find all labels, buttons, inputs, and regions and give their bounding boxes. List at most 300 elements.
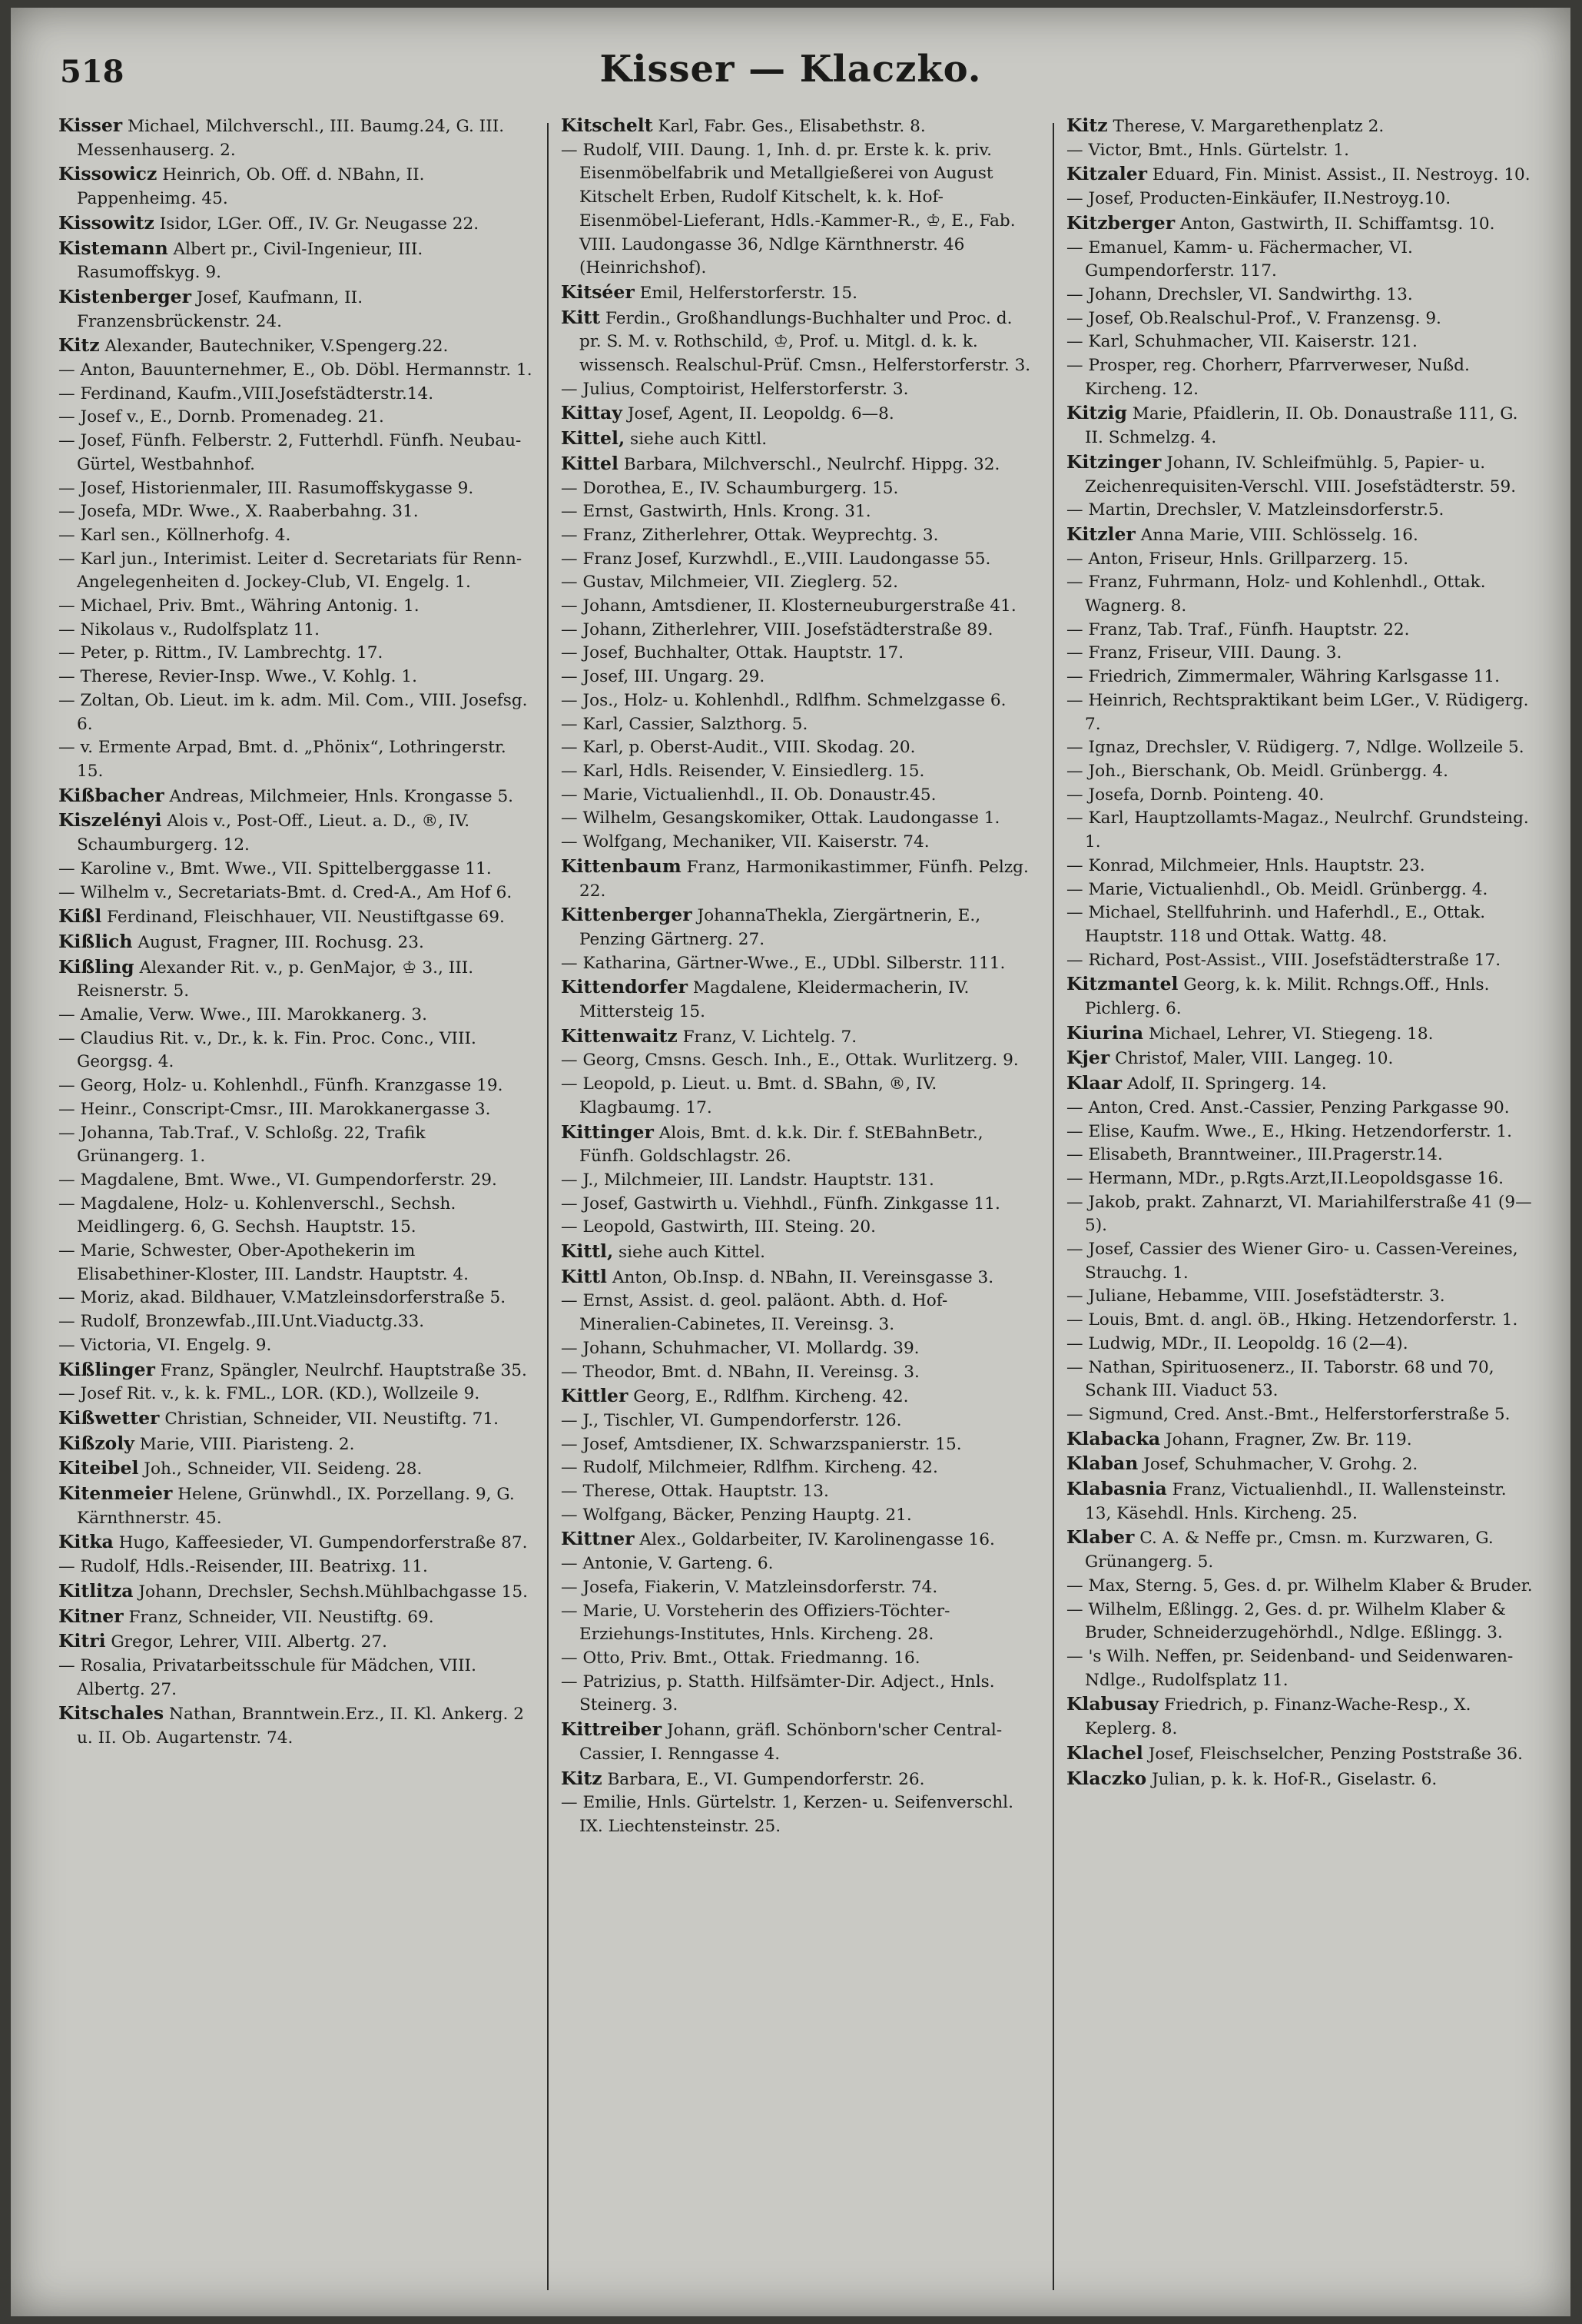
entry-text: — Karl, Hauptzollamts-Magaz., Neulrchf. Grundsteing. 1. — [1066, 808, 1529, 852]
directory-entry — [58, 1406, 533, 1432]
directory-entry — [561, 855, 1039, 903]
entry-text: — Josef, Fünfh. Felberstr. 2, Futterhdl. Fünfh. Neubau-Gürtel, Westbahnhof. — [58, 431, 522, 474]
directory-entry — [58, 1310, 533, 1334]
directory-entry — [561, 401, 1039, 427]
directory-column-3 — [1066, 114, 1537, 2296]
directory-entry — [58, 930, 533, 955]
directory-entry — [561, 760, 1039, 784]
entry-text: Albert pr., Civil-Ingenieur, III. Rasumoffskyg. 9. — [77, 239, 423, 283]
directory-entry — [1066, 499, 1537, 523]
directory-entry — [1066, 666, 1537, 689]
entry-surname: Kißl — [58, 905, 102, 928]
entry-text: Hugo, Kaffeesieder, VI. Gumpendorferstraße 87. — [118, 1533, 528, 1553]
directory-entry — [1066, 354, 1537, 401]
entry-text: Friedrich, p. Finanz-Wache-Resp., X. Keplerg. 8. — [1085, 1695, 1471, 1739]
entry-text: Barbara, Milchverschl., Neulrchf. Hippg. 32. — [623, 454, 1000, 474]
directory-entry — [1066, 784, 1537, 808]
directory-entry — [1066, 619, 1537, 642]
directory-entry — [58, 500, 533, 524]
entry-text: Georg, E., Rdlfhm. Kircheng. 42. — [633, 1387, 909, 1407]
directory-entry — [58, 1334, 533, 1358]
entry-surname: Kittreiber — [561, 1718, 662, 1741]
directory-entry — [58, 1098, 533, 1122]
entry-text: — Josefa, Dornb. Pointeng. 40. — [1066, 785, 1325, 805]
directory-entry — [58, 1074, 533, 1098]
entry-text: Michael, Lehrer, VI. Stiegeng. 18. — [1148, 1024, 1434, 1044]
directory-entry — [1066, 114, 1537, 139]
entry-text: Josef, Kaufmann, II. Franzensbrückenstr. 24. — [77, 287, 363, 331]
directory-entry — [58, 595, 533, 619]
entry-surname: Kitz — [58, 334, 100, 357]
directory-entry — [1066, 1309, 1537, 1333]
directory-entry — [1066, 642, 1537, 666]
entry-text: Johann, Fragner, Zw. Br. 119. — [1165, 1429, 1412, 1449]
entry-text: — Ernst, Assist. d. geol. paläont. Abth. d. Hof-Mineralien-Cabinetes, II. Vereinsg. 3. — [561, 1291, 948, 1335]
entry-text: — Therese, Revier-Insp. Wwe., V. Kohlg. 1. — [58, 667, 417, 687]
entry-text: — Anton, Cred. Anst.-Cassier, Penzing Parkgasse 90. — [1066, 1097, 1510, 1117]
entry-text: — Leopold, p. Lieut. u. Bmt. d. SBahn, ®, IV. Klagbaumg. 17. — [561, 1074, 937, 1117]
entry-surname: Klaczko — [1066, 1767, 1147, 1789]
entry-text: Johann, IV. Schleifmühlg. 5, Papier- u. Zeichenrequisiten-Verschl. VIII. Josefstädterstr. 59. — [1085, 453, 1517, 496]
entry-text: — Friedrich, Zimmermaler, Währing Karlsgasse 11. — [1066, 667, 1500, 687]
entry-text: August, Fragner, III. Rochusg. 23. — [138, 932, 424, 952]
entry-text: siehe auch Kittl. — [630, 430, 768, 450]
directory-entry — [561, 736, 1039, 760]
directory-entry — [58, 784, 533, 809]
column-divider — [547, 123, 549, 2290]
directory-page — [11, 8, 1570, 2316]
directory-entry — [1066, 1021, 1537, 1047]
entry-text: — Anton, Bauunternehmer, E., Ob. Döbl. Hermannstr. 1. — [58, 360, 532, 380]
entry-text: Georg, k. k. Milit. Rchngs.Off., Hnls. Pichlerg. 6. — [1085, 975, 1490, 1019]
entry-text: — Emanuel, Kamm- u. Fächermacher, VI. Gumpendorferstr. 117. — [1066, 237, 1413, 281]
directory-entry — [58, 524, 533, 548]
entry-surname: Kittenberger — [561, 904, 692, 926]
directory-entry — [58, 1605, 533, 1630]
entry-surname: Kißwetter — [58, 1406, 160, 1429]
directory-entry — [561, 1600, 1039, 1647]
directory-entry — [58, 1122, 533, 1169]
entry-text: — Anton, Friseur, Hnls. Grillparzerg. 15. — [1066, 549, 1409, 569]
entry-text: — Leopold, Gastwirth, III. Steing. 20. — [561, 1217, 877, 1237]
directory-entry — [1066, 878, 1537, 902]
directory-entry — [561, 595, 1039, 619]
directory-entry — [561, 1433, 1039, 1457]
entry-surname: Kittay — [561, 402, 622, 424]
entry-text: — Josef Rit. v., k. k. FML., LOR. (KD.), Wollzeile 9. — [58, 1384, 480, 1404]
entry-text: Karl, Fabr. Ges., Elisabethstr. 8. — [658, 117, 926, 136]
entry-surname: Kißling — [58, 955, 134, 978]
entry-text: — Katharina, Gärtner-Wwe., E., UDbl. Silberstr. 111. — [561, 953, 1006, 973]
entry-text: — Josef, Gastwirth u. Viehhdl., Fünfh. Zinkgasse 11. — [561, 1194, 1000, 1213]
directory-entry — [1066, 1477, 1537, 1526]
entry-surname: Kittendorfer — [561, 976, 688, 998]
entry-surname: Klachel — [1066, 1741, 1143, 1764]
entry-text: Andreas, Milchmeier, Hnls. Krongasse 5. — [169, 786, 514, 806]
directory-entry — [58, 1286, 533, 1310]
directory-entry — [58, 736, 533, 783]
running-title: Kisser — Klaczko. — [599, 48, 982, 91]
directory-entry — [58, 666, 533, 689]
directory-entry — [58, 955, 533, 1004]
entry-text: Nathan, Branntwein.Erz., II. Kl. Ankerg. 2 u. II. Ob. Augartenstr. 74. — [77, 1705, 524, 1748]
entry-text: — Franz Josef, Kurzwhdl., E.,VIII. Laudongasse 55. — [561, 549, 991, 569]
entry-text: — Heinrich, Rechtspraktikant beim LGer., V. Rüdigerg. 7. — [1066, 690, 1529, 734]
entry-text: — Karl, p. Oberst-Audit., VIII. Skodag. 20. — [561, 738, 916, 758]
directory-entry — [561, 1049, 1039, 1073]
entry-text: — Rudolf, Bronzewfab.,III.Unt.Viaductg.33. — [58, 1312, 425, 1332]
entry-text: Emil, Helferstorferstr. 15. — [639, 283, 857, 303]
entry-text: — Nathan, Spirituosenerz., II. Taborstr. 68 und 70, Schank III. Viaduct 53. — [1066, 1357, 1494, 1401]
directory-entry — [1066, 1403, 1537, 1427]
directory-entry — [58, 1579, 533, 1605]
entry-text: — Marie, Schwester, Ober-Apothekerin im Elisabethiner-Kloster, III. Landstr. Hauptstr. 4. — [58, 1241, 469, 1284]
directory-entry — [58, 1655, 533, 1702]
entry-text: — Victoria, VI. Engelg. 9. — [58, 1335, 272, 1355]
entry-text: — Ludwig, MDr., II. Leopoldg. 16 (2—4). — [1066, 1333, 1408, 1353]
entry-surname: Kitz — [561, 1767, 602, 1789]
entry-text: — Wilhelm v., Secretariats-Bmt. d. Cred-A., Am Hof 6. — [58, 882, 512, 902]
entry-text: — Rosalia, Privatarbeitsschule für Mädchen, VIII. Albertg. 27. — [58, 1656, 476, 1699]
directory-entry — [1066, 1645, 1537, 1692]
entry-text: Alexander, Bautechniker, V.Spengerg.22. — [104, 337, 449, 357]
directory-column-1 — [58, 114, 533, 2296]
entry-text: Adolf, II. Springerg. 14. — [1127, 1074, 1327, 1094]
directory-entry — [561, 1193, 1039, 1217]
directory-entry — [58, 642, 533, 666]
entry-text: — Konrad, Milchmeier, Hnls. Hauptstr. 23. — [1066, 855, 1425, 875]
directory-entry — [561, 1265, 1039, 1290]
entry-text: Franz, Spängler, Neulrchf. Hauptstraße 35. — [160, 1360, 527, 1380]
entry-text: Julian, p. k. k. Hof-R., Giselastr. 6. — [1152, 1769, 1438, 1789]
entry-surname: Kitschales — [58, 1702, 164, 1725]
directory-entry — [1066, 188, 1537, 211]
directory-entry — [58, 1629, 533, 1655]
directory-entry — [1066, 855, 1537, 878]
directory-entry — [1066, 211, 1537, 237]
entry-surname: Kittenbaum — [561, 855, 682, 877]
entry-text: — Michael, Stellfuhrinh. und Haferhdl., E., Ottak. Hauptstr. 118 und Ottak. Wattg. 48. — [1066, 903, 1486, 946]
directory-entry — [58, 1555, 533, 1579]
entry-text: Anton, Gastwirth, II. Schiffamtsg. 10. — [1179, 214, 1495, 234]
entry-text: Barbara, E., VI. Gumpendorferstr. 26. — [607, 1769, 925, 1789]
directory-entry — [1066, 523, 1537, 548]
entry-text: — Michael, Priv. Bmt., Währing Antonig. 1. — [58, 596, 420, 616]
entry-text: Therese, V. Margarethenplatz 2. — [1113, 117, 1385, 136]
directory-entry — [58, 211, 533, 237]
directory-entry — [561, 1409, 1039, 1433]
entry-text: — Amalie, Verw. Wwe., III. Marokkanerg. 3. — [58, 1005, 427, 1025]
entry-text: Heinrich, Ob. Off. d. NBahn, II. Pappenheimg. 45. — [77, 165, 425, 209]
directory-entry — [1066, 162, 1537, 188]
directory-entry — [1066, 1097, 1537, 1120]
entry-surname: Kißlich — [58, 930, 133, 952]
entry-text: — Magdalene, Bmt. Wwe., VI. Gumpendorferstr. 29. — [58, 1170, 497, 1190]
entry-text: Johann, Drechsler, Sechsh.Mühlbachgasse 15. — [138, 1582, 529, 1602]
entry-text: — Antonie, V. Garteng. 6. — [561, 1554, 774, 1574]
entry-surname: Klabasnia — [1066, 1478, 1167, 1500]
directory-entry — [58, 359, 533, 383]
entry-text: — Johanna, Tab.Traf., V. Schloßg. 22, Trafik Grünangerg. 1. — [58, 1123, 426, 1167]
entry-text: Joh., Schneider, VII. Seideng. 28. — [144, 1459, 423, 1479]
directory-entry — [561, 689, 1039, 713]
directory-entry — [1066, 1356, 1537, 1403]
directory-entry — [561, 807, 1039, 831]
entry-surname: Kissowitz — [58, 211, 154, 234]
directory-entry — [561, 139, 1039, 281]
directory-entry — [1066, 401, 1537, 450]
entry-text: Ferdin., Großhandlungs-Buchhalter und Proc. d. pr. S. M. v. Rothschild, ♔, Prof. u. Mitgl. d. k. k. wissensch. Realschul-Prüf. Cmsn., Helferstorferstr. 3. — [579, 308, 1031, 376]
directory-entry — [58, 619, 533, 642]
directory-entry — [561, 1337, 1039, 1361]
directory-entry — [1066, 1575, 1537, 1599]
directory-entry — [1066, 1767, 1537, 1792]
entry-text: Josef, Agent, II. Leopoldg. 6—8. — [627, 404, 894, 424]
entry-text: Anna Marie, VIII. Schlösselg. 16. — [1140, 525, 1418, 545]
directory-entry — [1066, 689, 1537, 736]
entry-text: — Victor, Bmt., Hnls. Gürtelstr. 1. — [1066, 140, 1349, 160]
directory-entry — [561, 952, 1039, 976]
entry-surname: Kitzig — [1066, 402, 1127, 424]
entry-text: — Otto, Priv. Bmt., Ottak. Friedmanng. 16. — [561, 1648, 920, 1668]
entry-text: — Zoltan, Ob. Lieut. im k. adm. Mil. Com., VIII. Josefsg. 6. — [58, 690, 528, 734]
directory-entry — [561, 1552, 1039, 1576]
directory-entry — [561, 281, 1039, 306]
entry-surname: Kiszelényi — [58, 809, 162, 832]
directory-entry — [58, 808, 533, 857]
entry-surname: Kiurina — [1066, 1021, 1144, 1044]
entry-text: Anton, Ob.Insp. d. NBahn, II. Vereinsgasse 3. — [612, 1267, 994, 1287]
directory-entry — [1066, 1427, 1537, 1452]
entry-text: — Hermann, MDr., p.Rgts.Arzt,II.Leopoldsgasse 16. — [1066, 1168, 1504, 1188]
entry-text: Marie, VIII. Piaristeng. 2. — [139, 1434, 355, 1454]
entry-surname: Klaban — [1066, 1452, 1139, 1475]
entry-text: — Karl sen., Köllnerhofg. 4. — [58, 525, 291, 545]
entry-surname: Kittl, — [561, 1240, 614, 1263]
directory-entry — [561, 642, 1039, 666]
directory-entry — [58, 477, 533, 501]
directory-entry — [561, 548, 1039, 572]
directory-entry — [1066, 1599, 1537, 1645]
directory-entry — [58, 285, 533, 334]
entry-text: — Marie, U. Vorsteherin des Offiziers-Töchter-Erziehungs-Institutes, Hnls. Kircheng. 28. — [561, 1601, 950, 1645]
directory-entry — [1066, 1452, 1537, 1477]
entry-surname: Kißlinger — [58, 1358, 155, 1380]
entry-text: — Julius, Comptoirist, Helferstorferstr. 3. — [561, 379, 909, 399]
directory-entry — [561, 500, 1039, 524]
entry-text: — Josef, Buchhalter, Ottak. Hauptstr. 17. — [561, 643, 904, 663]
entry-surname: Kitlitza — [58, 1579, 134, 1602]
directory-entry — [561, 831, 1039, 855]
entry-text: Franz, V. Lichtelg. 7. — [682, 1027, 857, 1047]
entry-text: — Franz, Fuhrmann, Holz- und Kohlenhdl., Ottak. Wagnerg. 8. — [1066, 573, 1486, 616]
directory-entry — [561, 1671, 1039, 1718]
entry-text: — Josefa, Fiakerin, V. Matzleinsdorferstr. 74. — [561, 1577, 938, 1597]
entry-text: — Johann, Zitherlehrer, VIII. Josefstädterstraße 89. — [561, 619, 993, 639]
directory-entry — [58, 858, 533, 881]
entry-text: — Claudius Rit. v., Dr., k. k. Fin. Proc. Conc., VIII. Georgsg. 4. — [58, 1028, 476, 1072]
directory-entry — [561, 1384, 1039, 1409]
directory-entry — [561, 1647, 1039, 1671]
page-header — [11, 8, 1570, 92]
entry-text: — Patrizius, p. Statth. Hilfsämter-Dir. Adject., Hnls. Steinerg. 3. — [561, 1672, 995, 1715]
entry-text: — Joh., Bierschank, Ob. Meidl. Grünbergg. 4. — [1066, 761, 1448, 781]
entry-surname: Kitenmeier — [58, 1482, 173, 1505]
entry-surname: Kittl — [561, 1265, 607, 1287]
directory-entry — [1066, 807, 1537, 854]
entry-text: — Prosper, reg. Chorherr, Pfarrverweser, Nußd. Kircheng. 12. — [1066, 356, 1470, 399]
directory-entry — [561, 1527, 1039, 1552]
entry-text: — Max, Sterng. 5, Ges. d. pr. Wilhelm Klaber & Bruder. — [1066, 1575, 1533, 1595]
directory-entry — [1066, 1692, 1537, 1741]
directory-entry — [58, 1193, 533, 1240]
directory-entry — [58, 881, 533, 905]
entry-text: — Emilie, Hnls. Gürtelstr. 1, Kerzen- u. Seifenverschl. IX. Liechtensteinstr. 25. — [561, 1793, 1013, 1836]
entry-text: — Heinr., Conscript-Cmsr., III. Marokkanergasse 3. — [58, 1099, 491, 1119]
directory-entry — [58, 406, 533, 430]
directory-entry — [58, 1240, 533, 1286]
entry-surname: Kistemann — [58, 237, 168, 259]
entry-text: — Johann, Schuhmacher, VI. Mollardg. 39. — [561, 1338, 920, 1358]
directory-entry — [58, 1028, 533, 1074]
entry-surname: Klaber — [1066, 1526, 1135, 1549]
entry-surname: Klabacka — [1066, 1427, 1161, 1449]
entry-surname: Kittinger — [561, 1120, 654, 1143]
directory-entry — [1066, 237, 1537, 284]
directory-entry — [561, 1290, 1039, 1336]
entry-text: — Peter, p. Rittm., IV. Lambrechtg. 17. — [58, 643, 383, 663]
directory-entry — [1066, 1333, 1537, 1356]
directory-entry — [1066, 972, 1537, 1021]
directory-entry — [58, 430, 533, 476]
entry-text: — Nikolaus v., Rudolfsplatz 11. — [58, 619, 320, 639]
directory-entry — [58, 383, 533, 407]
directory-entry — [561, 452, 1039, 477]
directory-entry — [1066, 1526, 1537, 1574]
entry-text: — Josef, III. Ungarg. 29. — [561, 667, 765, 687]
entry-text: Franz, Harmonikastimmer, Fünfh. Pelzg. 22. — [579, 857, 1029, 901]
entry-surname: Kitzberger — [1066, 211, 1176, 234]
directory-entry — [561, 427, 1039, 452]
directory-entry — [561, 378, 1039, 402]
directory-entry — [561, 1120, 1039, 1169]
directory-entry — [58, 1358, 533, 1383]
entry-text: — Johann, Amtsdiener, II. Klosterneuburgerstraße 41. — [561, 596, 1017, 616]
entry-surname: Kitz — [1066, 115, 1108, 136]
entry-surname: Klabusay — [1066, 1693, 1159, 1715]
entry-text: Eduard, Fin. Minist. Assist., II. Nestroyg. 10. — [1152, 165, 1531, 185]
directory-entry — [561, 1240, 1039, 1265]
entry-text: — Rudolf, VIII. Daung. 1, Inh. d. pr. Erste k. k. priv. Eisenmöbelfabrik und Metallgießerei von August Kitschelt Erben, Rudolf Kitschelt, k. k. Hof-Eisenmöbel-Lieferant, Hdls.-Kammer-R., ♔, E., Fab. VIII. Laudongasse 36, Ndlge Kärnthnerstr. 46 (Heinrichshof). — [561, 140, 1016, 278]
directory-entry — [561, 524, 1039, 548]
entry-text: — Dorothea, E., IV. Schaumburgerg. 15. — [561, 478, 899, 498]
entry-surname: Kisser — [58, 115, 123, 136]
entry-surname: Kitzinger — [1066, 450, 1162, 473]
entry-text: — Jos., Holz- u. Kohlenhdl., Rdlfhm. Schmelzgasse 6. — [561, 690, 1007, 710]
entry-text: Alois, Bmt. d. k.k. Dir. f. StEBahnBetr., Fünfh. Goldschlagstr. 26. — [579, 1123, 983, 1167]
entry-surname: Kitzmantel — [1066, 973, 1179, 995]
entry-text: — Wilhelm, Eßlingg. 2, Ges. d. pr. Wilhelm Klaber & Bruder, Schneiderzugehörhdl., Ndlge. Eßlingg. 3. — [1066, 1599, 1507, 1643]
entry-text: — Sigmund, Cred. Anst.-Bmt., Helferstorferstraße 5. — [1066, 1404, 1511, 1424]
directory-entry — [58, 1383, 533, 1406]
directory-entry — [561, 1791, 1039, 1838]
directory-entry — [58, 334, 533, 359]
entry-surname: Kittel — [561, 452, 619, 474]
directory-entry — [1066, 760, 1537, 784]
directory-entry — [58, 1432, 533, 1457]
entry-text: Ferdinand, Fleischhauer, VII. Neustiftgasse 69. — [107, 908, 505, 928]
directory-entry — [58, 1702, 533, 1750]
directory-entry — [1066, 139, 1537, 163]
entry-surname: Kistenberger — [58, 285, 192, 307]
directory-entry — [1066, 330, 1537, 354]
entry-surname: Kitzaler — [1066, 163, 1148, 185]
entry-text: — Ignaz, Drechsler, V. Rüdigerg. 7, Ndlge. Wollzeile 5. — [1066, 738, 1524, 758]
page-number: 518 — [60, 54, 124, 90]
directory-entry — [58, 1456, 533, 1482]
column-divider — [1053, 123, 1054, 2290]
entry-text: — Moriz, akad. Bildhauer, V.Matzleinsdorferstraße 5. — [58, 1288, 506, 1308]
entry-surname: Klaar — [1066, 1072, 1123, 1094]
entry-text: — Gustav, Milchmeier, VII. Zieglerg. 52. — [561, 573, 898, 593]
entry-text: — Karl, Cassier, Salzthorg. 5. — [561, 714, 808, 734]
directory-entry — [561, 903, 1039, 951]
directory-entry — [1066, 736, 1537, 760]
directory-entry — [561, 1361, 1039, 1385]
entry-text: Josef, Schuhmacher, V. Grohg. 2. — [1143, 1455, 1418, 1475]
entry-text: — Wolfgang, Bäcker, Penzing Hauptg. 21. — [561, 1505, 912, 1525]
directory-column-2 — [561, 114, 1039, 2296]
directory-entry — [561, 571, 1039, 595]
entry-surname: Kißzoly — [58, 1432, 134, 1454]
entry-text: — Martin, Drechsler, V. Matzleinsdorferstr.5. — [1066, 500, 1444, 520]
entry-text: Isidor, LGer. Off., IV. Gr. Neugasse 22. — [159, 214, 479, 234]
directory-entry — [1066, 1046, 1537, 1071]
directory-entry — [561, 1718, 1039, 1766]
entry-text: — v. Ermente Arpad, Bmt. d. „Phönix“, Lothringerstr. 15. — [58, 738, 506, 781]
entry-text: — Josef, Producten-Einkäufer, II.Nestroyg.10. — [1066, 189, 1451, 209]
directory-entry — [561, 784, 1039, 808]
directory-entry — [561, 1456, 1039, 1480]
entry-text: Christof, Maler, VIII. Langeg. 10. — [1115, 1049, 1394, 1069]
entry-text: — Wilhelm, Gesangskomiker, Ottak. Laudongasse 1. — [561, 808, 1000, 828]
entry-text: — Richard, Post-Assist., VIII. Josefstädterstraße 17. — [1066, 950, 1501, 970]
directory-entry — [1066, 1238, 1537, 1285]
entry-surname: Kittenwaitz — [561, 1024, 678, 1047]
entry-text: — Juliane, Hebamme, VIII. Josefstädterstr. 3. — [1066, 1286, 1445, 1306]
entry-text: siehe auch Kittel. — [619, 1243, 765, 1263]
directory-entry — [1066, 1167, 1537, 1191]
entry-text: — Ferdinand, Kaufm.,VIII.Josefstädterstr.14. — [58, 383, 434, 403]
entry-surname: Kiteibel — [58, 1457, 139, 1479]
entry-text: — Josef, Cassier des Wiener Giro- u. Cassen-Vereines, Strauchg. 1. — [1066, 1240, 1518, 1283]
entry-text: JohannaThekla, Ziergärtnerin, E., Penzing Gärtnerg. 27. — [579, 906, 981, 949]
directory-entry — [58, 548, 533, 595]
entry-text: — Elisabeth, Branntweiner., III.Pragerstr.14. — [1066, 1145, 1443, 1165]
entry-text: — Magdalene, Holz- u. Kohlenverschl., Sechsh. Meidlingerg. 6, G. Sechsh. Hauptstr. 15. — [58, 1194, 456, 1237]
entry-surname: Kitka — [58, 1531, 114, 1553]
entry-text: — Karl jun., Interimist. Leiter d. Secretariats für Renn-Angelegenheiten d. Jockey-Club, VI. Engelg. 1. — [58, 549, 522, 593]
directory-entry — [1066, 1741, 1537, 1767]
entry-text: — Marie, Victualienhdl., Ob. Meidl. Grünbergg. 4. — [1066, 879, 1488, 899]
directory-entry — [561, 666, 1039, 689]
directory-entry — [58, 689, 533, 736]
entry-text: Marie, Pfaidlerin, II. Ob. Donaustraße 111, G. II. Schmelzg. 4. — [1085, 404, 1518, 448]
directory-entry — [561, 713, 1039, 737]
entry-surname: Kitt — [561, 306, 601, 328]
entry-surname: Kittner — [561, 1528, 635, 1550]
directory-entry — [561, 1169, 1039, 1193]
